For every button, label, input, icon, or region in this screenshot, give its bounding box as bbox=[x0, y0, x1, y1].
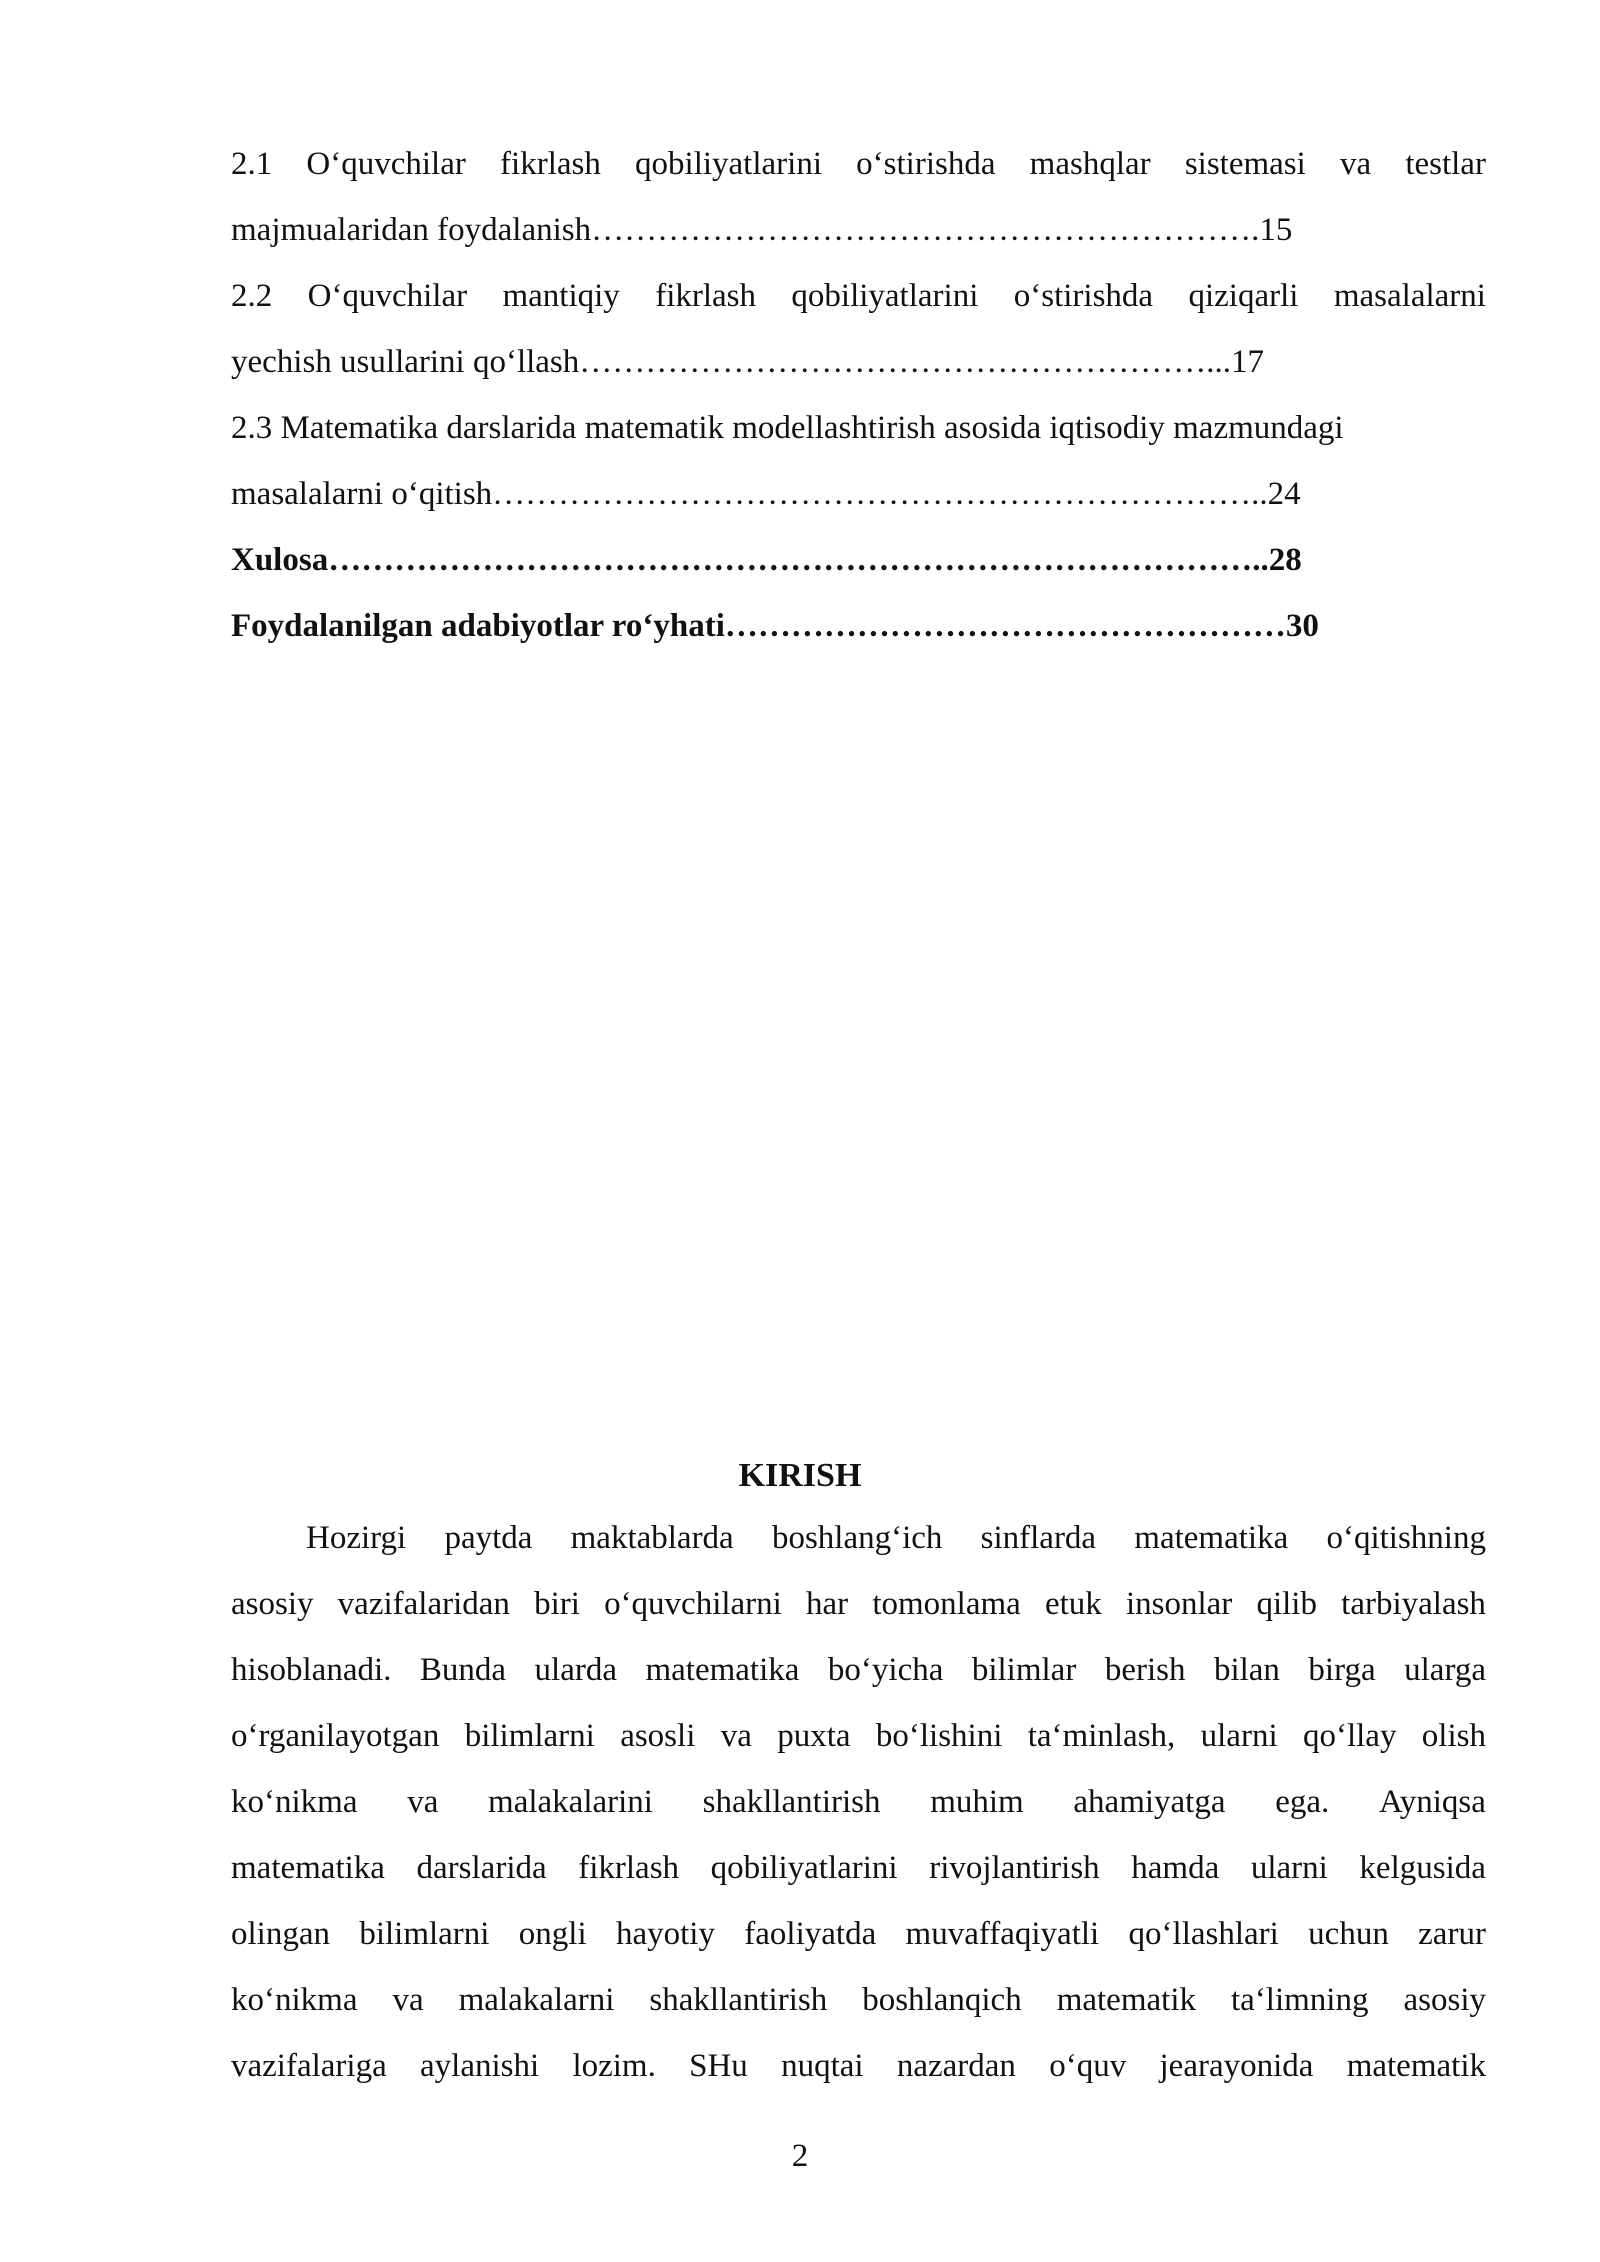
page-number: 2 bbox=[791, 2138, 809, 2174]
word: har bbox=[806, 1586, 849, 1622]
toc-entry-xulosa: Xulosa…………………………………………………………………………..28 bbox=[231, 542, 1302, 578]
word: jearayonida bbox=[1159, 2048, 1314, 2084]
word: muvaffaqiyatli bbox=[905, 1916, 1100, 1952]
word: shakllantirish bbox=[702, 1784, 881, 1820]
word: berish bbox=[1104, 1652, 1186, 1688]
word: insonlar bbox=[1125, 1586, 1233, 1622]
paragraph-line bbox=[231, 1588, 1486, 1621]
paragraph-line bbox=[231, 2050, 1486, 2083]
word: malakalarni bbox=[458, 1982, 615, 2018]
word: qobiliyatlarini bbox=[791, 278, 979, 314]
word: va bbox=[1339, 146, 1372, 182]
word: aylanishi bbox=[420, 2048, 540, 2084]
word: lozim. bbox=[572, 2048, 656, 2084]
paragraph-line bbox=[231, 1786, 1486, 1819]
word: sinflarda bbox=[980, 1520, 1097, 1556]
word: tomonlama bbox=[872, 1586, 1021, 1622]
word: SHu bbox=[689, 2048, 748, 2084]
word: ko‘nikma bbox=[231, 1982, 358, 2018]
word: bo‘yicha bbox=[827, 1652, 944, 1688]
word: rivojlantirish bbox=[929, 1850, 1100, 1886]
word: va bbox=[392, 1982, 424, 2018]
word: nuqtai bbox=[781, 2048, 864, 2084]
toc-entry-2-2-line-1 bbox=[231, 280, 1486, 313]
word: olingan bbox=[231, 1916, 330, 1952]
word: fikrlash bbox=[655, 278, 757, 314]
word: kelgusida bbox=[1359, 1850, 1486, 1886]
word: Hozirgi bbox=[306, 1520, 407, 1556]
word: asosli bbox=[620, 1718, 696, 1754]
word: qobiliyatlarini bbox=[710, 1850, 898, 1886]
word: fikrlash bbox=[578, 1850, 680, 1886]
word: maktablarda bbox=[570, 1520, 734, 1556]
word: o‘quv bbox=[1049, 2048, 1127, 2084]
word: bilan bbox=[1213, 1652, 1280, 1688]
toc-entry-2-1-line-2: majmualaridan foydalanish…………………………………………………….15 bbox=[231, 212, 1293, 248]
word: darslarida bbox=[416, 1850, 547, 1886]
word: ta‘limning bbox=[1231, 1982, 1369, 2018]
word: ahamiyatga bbox=[1073, 1784, 1226, 1820]
word: fikrlash bbox=[500, 146, 601, 182]
word: malakalarini bbox=[488, 1784, 653, 1820]
word: o‘rganilayotgan bbox=[231, 1718, 440, 1754]
word: uchun bbox=[1308, 1916, 1389, 1952]
word: puxta bbox=[777, 1718, 851, 1754]
word: Ayniqsa bbox=[1378, 1784, 1486, 1820]
word: qo‘llashlari bbox=[1128, 1916, 1279, 1952]
paragraph-line bbox=[231, 1852, 1486, 1885]
word: va bbox=[407, 1784, 439, 1820]
word: hamda bbox=[1131, 1850, 1220, 1886]
paragraph-line bbox=[231, 1654, 1486, 1687]
word: birga bbox=[1308, 1652, 1376, 1688]
paragraph-line bbox=[306, 1522, 1486, 1555]
word: vazifalaridan bbox=[337, 1586, 510, 1622]
word: ularni bbox=[1200, 1718, 1278, 1754]
word: zarur bbox=[1418, 1916, 1486, 1952]
word: ongli bbox=[518, 1916, 587, 1952]
word: qilib bbox=[1256, 1586, 1317, 1622]
word: 2.1 bbox=[231, 146, 273, 182]
word: paytda bbox=[444, 1520, 533, 1556]
section-heading: KIRISH bbox=[738, 1457, 862, 1494]
word: faoliyatda bbox=[744, 1916, 877, 1952]
paragraph-line bbox=[231, 1918, 1486, 1951]
word: qiziqarli bbox=[1188, 278, 1299, 314]
word: masalalarni bbox=[1333, 278, 1486, 314]
word: sistemasi bbox=[1184, 146, 1306, 182]
word: qobiliyatlarini bbox=[635, 146, 822, 182]
word: olish bbox=[1421, 1718, 1486, 1754]
word: ularda bbox=[534, 1652, 617, 1688]
word: hisoblanadi. bbox=[231, 1652, 392, 1688]
word: qo‘llay bbox=[1302, 1718, 1397, 1754]
word: boshlang‘ich bbox=[771, 1520, 943, 1556]
word: vazifalariga bbox=[231, 2048, 387, 2084]
word: matematik bbox=[1346, 2048, 1486, 2084]
word: o‘stirishda bbox=[856, 146, 996, 182]
word: 2.2 bbox=[231, 278, 273, 314]
word: matematik bbox=[1056, 1982, 1196, 2018]
word: matematika bbox=[1134, 1520, 1289, 1556]
paragraph-line bbox=[231, 1984, 1486, 2017]
word: bilimlar bbox=[971, 1652, 1077, 1688]
word: ularga bbox=[1404, 1652, 1486, 1688]
word: o‘quvchilarni bbox=[604, 1586, 782, 1622]
word: O‘quvchilar bbox=[306, 146, 466, 182]
word: boshlanqich bbox=[862, 1982, 1022, 2018]
toc-entry-2-2-line-2: yechish usullarini qo‘llash…………………………………………………...17 bbox=[231, 344, 1265, 380]
paragraph-line bbox=[231, 1720, 1486, 1753]
word: etuk bbox=[1044, 1586, 1102, 1622]
word: ta‘minlash, bbox=[1027, 1718, 1176, 1754]
toc-entry-2-1-line-1 bbox=[231, 148, 1486, 181]
word: o‘qitishning bbox=[1326, 1520, 1486, 1556]
word: nazardan bbox=[896, 2048, 1016, 2084]
word: asosiy bbox=[1403, 1982, 1486, 2018]
word: ko‘nikma bbox=[231, 1784, 358, 1820]
word: asosiy bbox=[231, 1586, 314, 1622]
word: bilimlarni bbox=[464, 1718, 595, 1754]
word: o‘stirishda bbox=[1013, 278, 1154, 314]
word: biri bbox=[534, 1586, 580, 1622]
toc-entry-2-3-line-2: masalalarni o‘qitish……………………………………………………………..24 bbox=[231, 476, 1301, 512]
word: bo‘lishini bbox=[875, 1718, 1003, 1754]
word: matematika bbox=[645, 1652, 800, 1688]
word: ularni bbox=[1250, 1850, 1328, 1886]
word: muhim bbox=[930, 1784, 1024, 1820]
word: va bbox=[720, 1718, 752, 1754]
word: tarbiyalash bbox=[1341, 1586, 1486, 1622]
word: mantiqiy bbox=[502, 278, 620, 314]
word: O‘quvchilar bbox=[307, 278, 468, 314]
word: Bunda bbox=[419, 1652, 507, 1688]
word: testlar bbox=[1405, 146, 1486, 182]
word: ega. bbox=[1275, 1784, 1330, 1820]
toc-entry-2-3-line-1: 2.3 Matematika darslarida matematik modellashtirish asosida iqtisodiy mazmundagi bbox=[231, 410, 1344, 446]
word: matematika bbox=[231, 1850, 385, 1886]
word: hayotiy bbox=[615, 1916, 715, 1952]
toc-entry-references: Foydalanilgan adabiyotlar ro‘yhati……………………………………………30 bbox=[231, 608, 1319, 644]
word: bilimlarni bbox=[359, 1916, 490, 1952]
word: shakllantirish bbox=[649, 1982, 828, 2018]
word: mashqlar bbox=[1029, 146, 1151, 182]
